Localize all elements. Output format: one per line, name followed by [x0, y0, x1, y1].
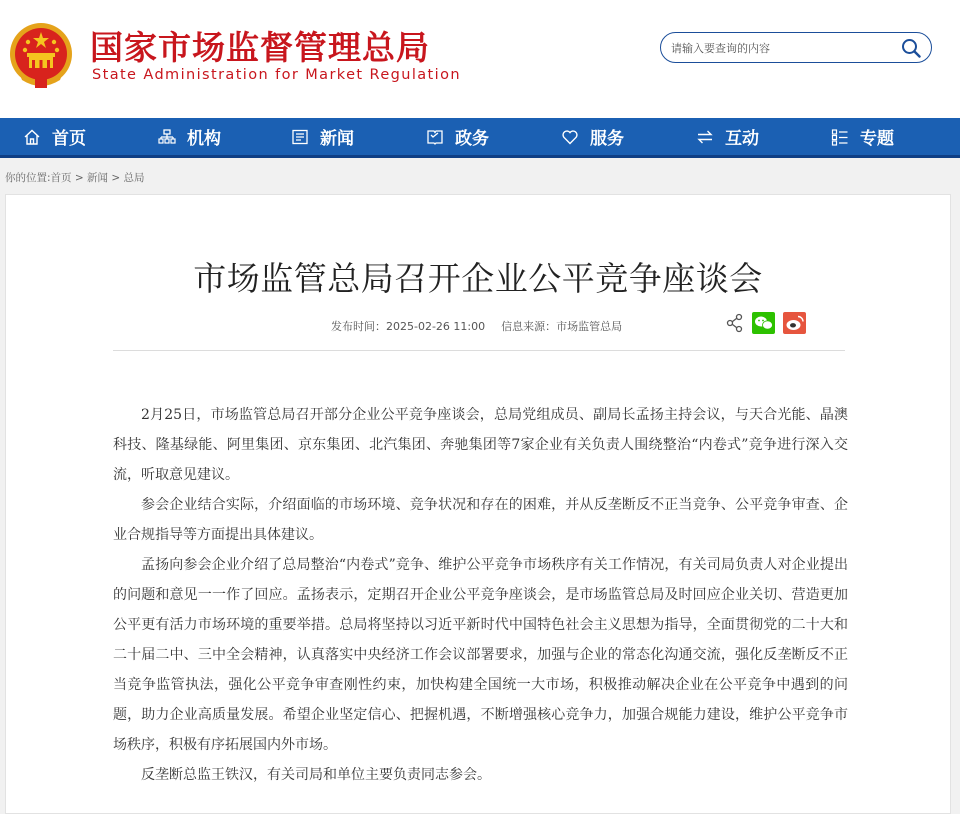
article-body	[113, 400, 848, 790]
breadcrumb-separator: >	[71, 172, 88, 184]
exchange-arrows-icon	[695, 127, 715, 147]
news-icon	[290, 127, 310, 147]
site-name-en[interactable]: State Administration for Market Regulation	[92, 67, 461, 83]
nav-item-org[interactable]	[157, 118, 221, 155]
article-paragraph: 反垄断总监王铁汉，有关司局和单位主要负责同志参会。	[141, 767, 491, 783]
site-header	[0, 0, 960, 118]
search-box	[660, 32, 932, 63]
national-emblem-icon[interactable]	[8, 20, 74, 90]
nav-label: 专题	[860, 129, 894, 149]
article-meta	[331, 318, 622, 334]
breadcrumb-current-link[interactable]: 总局	[123, 172, 145, 184]
breadcrumb	[5, 170, 145, 185]
breadcrumb-home-link[interactable]: 首页	[50, 172, 72, 184]
nav-label: 首页	[52, 129, 86, 149]
org-chart-icon	[157, 127, 177, 147]
nav-label: 服务	[590, 129, 624, 149]
article-paragraph: 孟扬向参会企业介绍了总局整治“内卷式”竞争、维护公平竞争市场秩序有关工作情况，有关司局负责人对企业提出的问题和意见一一作了回应。孟扬表示，定期召开企业公平竞争座谈会，是市场监管总局及时回应企业关切、营造更加公平更有活力市场环境的重要举措。总局将坚持以习近平新时代中国特色社会主义思想为指导，全面贯彻党的二十大和二十届二中、三中全会精神，认真落实中央经济工作会议部署要求，加强与企业的常态化沟通交流，强化反垄断反不正当竞争监管执法，强化公平竞争审查刚性约束，加快构建全国统一大市场，积极推动解决企业在公平竞争中遇到的问题，助力企业高质量发展。希望企业坚定信心、把握机遇，不断增强核心竞争力，加强合规能力建设，维护公平竞争市场秩序，积极有序拓展国内外市场。	[113, 557, 848, 753]
title-divider	[113, 350, 845, 351]
publish-time: 发布时间：2025-02-26 11:00	[331, 320, 486, 333]
main-nav	[0, 118, 960, 158]
breadcrumb-news-link[interactable]: 新闻	[87, 172, 109, 184]
nav-item-service[interactable]	[560, 118, 624, 155]
nav-label: 新闻	[320, 129, 354, 149]
nav-item-home[interactable]	[22, 118, 86, 155]
article-paragraph: 参会企业结合实际，介绍面临的市场环境、竞争状况和存在的困难，并从反垄断反不正当竞争、公平竞争审查、企业合规指导等方面提出具体建议。	[113, 497, 848, 543]
nav-label: 机构	[187, 129, 221, 149]
nav-label: 政务	[455, 129, 489, 149]
breadcrumb-prefix: 你的位置:	[5, 172, 51, 184]
site-name-cn[interactable]: 国家市场监督管理总局	[90, 28, 430, 67]
topic-list-icon	[830, 127, 850, 147]
breadcrumb-separator: >	[108, 172, 124, 184]
share-bar	[724, 311, 806, 335]
nav-item-news[interactable]	[290, 118, 354, 155]
wechat-icon[interactable]	[752, 312, 775, 334]
weibo-icon[interactable]	[783, 312, 806, 334]
home-icon	[22, 127, 42, 147]
heart-icon	[560, 127, 580, 147]
article-title: 市场监管总局召开企业公平竞争座谈会	[193, 259, 763, 298]
info-source: 信息来源：市场监管总局	[501, 320, 623, 333]
search-icon[interactable]	[901, 38, 921, 58]
nav-item-topics[interactable]	[830, 118, 894, 155]
article-paragraph: 2月25日，市场监管总局召开部分企业公平竞争座谈会，总局党组成员、副局长孟扬主持会议，与天合光能、晶澳科技、隆基绿能、阿里集团、京东集团、北汽集团、奔驰集团等7家企业有关负责人围绕整治“内卷式”竞争进行深入交流，听取意见建议。	[113, 407, 848, 483]
search-input[interactable]	[671, 39, 891, 57]
nav-item-interaction[interactable]	[695, 118, 759, 155]
government-affairs-icon	[425, 127, 445, 147]
share-icon[interactable]	[728, 315, 742, 332]
nav-label: 互动	[725, 129, 759, 149]
nav-item-gov-affairs[interactable]	[425, 118, 489, 155]
article-container	[5, 194, 951, 814]
